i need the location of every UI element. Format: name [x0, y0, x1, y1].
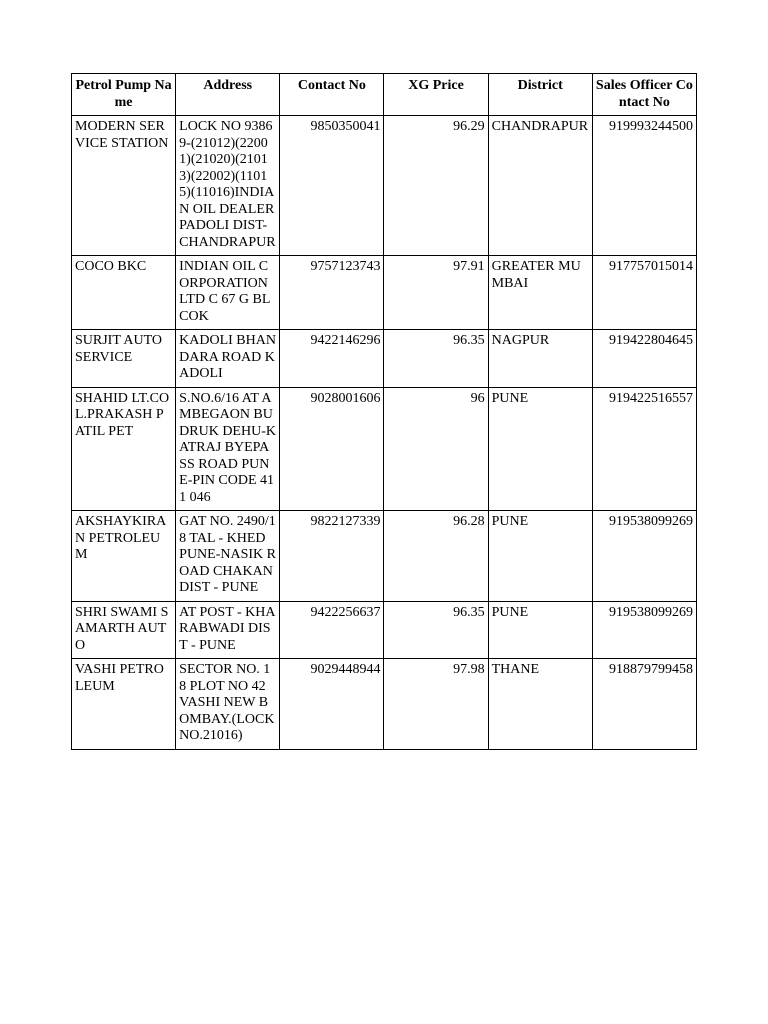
cell-address: KADOLI BHANDARA ROAD KADOLI [176, 330, 280, 388]
cell-district: PUNE [488, 601, 592, 659]
cell-xg-price: 96.28 [384, 511, 488, 602]
table-row [72, 511, 697, 602]
header-xg-price: XG Price [384, 74, 488, 116]
cell-xg-price: 97.91 [384, 256, 488, 330]
cell-district: CHANDRAPUR [488, 116, 592, 256]
table-row [72, 601, 697, 659]
cell-contact-no: 9757123743 [280, 256, 384, 330]
cell-contact-no: 9822127339 [280, 511, 384, 602]
table-body [72, 116, 697, 750]
table-row [72, 116, 697, 256]
table-row [72, 387, 697, 511]
cell-contact-no: 9422146296 [280, 330, 384, 388]
header-address: Address [176, 74, 280, 116]
cell-sales-officer-contact: 919538099269 [592, 601, 696, 659]
cell-pump-name: SURJIT AUTO SERVICE [72, 330, 176, 388]
cell-sales-officer-contact: 919993244500 [592, 116, 696, 256]
cell-xg-price: 97.98 [384, 659, 488, 750]
cell-contact-no: 9850350041 [280, 116, 384, 256]
cell-address: GAT NO. 2490/18 TAL - KHED PUNE-NASIK ROAD CHAKAN DIST - PUNE [176, 511, 280, 602]
cell-contact-no: 9028001606 [280, 387, 384, 511]
cell-pump-name: SHAHID LT.COL.PRAKASH PATIL PET [72, 387, 176, 511]
cell-address: LOCK NO 93869-(21012)(22001)(21020)(21013)(22002)(11015)(11016)INDIAN OIL DEALERPADOLI DIST-CHANDRAPUR [176, 116, 280, 256]
cell-xg-price: 96.35 [384, 330, 488, 388]
table-row [72, 659, 697, 750]
cell-sales-officer-contact: 919422516557 [592, 387, 696, 511]
cell-pump-name: COCO BKC [72, 256, 176, 330]
header-row [72, 74, 697, 116]
header-sales-officer-contact: Sales Officer Contact No [592, 74, 696, 116]
cell-sales-officer-contact: 919538099269 [592, 511, 696, 602]
cell-district: PUNE [488, 511, 592, 602]
header-contact-no: Contact No [280, 74, 384, 116]
cell-xg-price: 96.35 [384, 601, 488, 659]
cell-district: PUNE [488, 387, 592, 511]
cell-address: INDIAN OIL CORPORATION LTD C 67 G BLCOK [176, 256, 280, 330]
cell-pump-name: SHRI SWAMI SAMARTH AUTO [72, 601, 176, 659]
cell-sales-officer-contact: 919422804645 [592, 330, 696, 388]
cell-sales-officer-contact: 918879799458 [592, 659, 696, 750]
cell-district: THANE [488, 659, 592, 750]
cell-district: GREATER MUMBAI [488, 256, 592, 330]
cell-contact-no: 9029448944 [280, 659, 384, 750]
cell-pump-name: VASHI PETROLEUM [72, 659, 176, 750]
header-district: District [488, 74, 592, 116]
cell-pump-name: MODERN SERVICE STATION [72, 116, 176, 256]
cell-pump-name: AKSHAYKIRAN PETROLEUM [72, 511, 176, 602]
table-row [72, 256, 697, 330]
cell-district: NAGPUR [488, 330, 592, 388]
cell-address: AT POST - KHARABWADI DIST - PUNE [176, 601, 280, 659]
cell-contact-no: 9422256637 [280, 601, 384, 659]
table-header [72, 74, 697, 116]
cell-address: SECTOR NO. 18 PLOT NO 42 VASHI NEW BOMBAY.(LOCK NO.21016) [176, 659, 280, 750]
cell-xg-price: 96.29 [384, 116, 488, 256]
cell-address: S.NO.6/16 AT AMBEGAON BUDRUK DEHU-KATRAJ BYEPASS ROAD PUNE-PIN CODE 411 046 [176, 387, 280, 511]
cell-xg-price: 96 [384, 387, 488, 511]
cell-sales-officer-contact: 917757015014 [592, 256, 696, 330]
petrol-pump-table [71, 73, 697, 750]
table-row [72, 330, 697, 388]
header-petrol-pump-name: Petrol Pump Name [72, 74, 176, 116]
